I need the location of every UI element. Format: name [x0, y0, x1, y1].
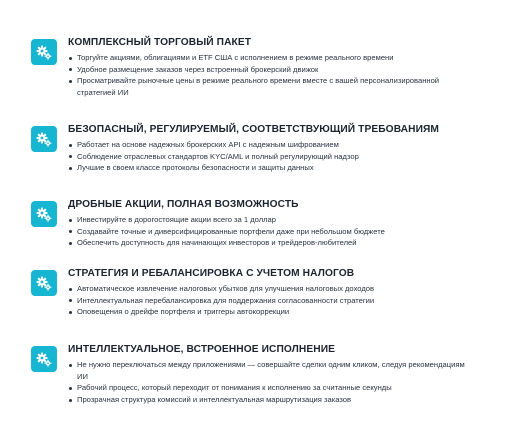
list-item: Обеспечить доступность для начинающих инвесторов и трейдеров-любителей [68, 237, 468, 249]
gears-icon [31, 270, 57, 296]
feature-title: ДРОБНЫЕ АКЦИИ, ПОЛНАЯ ВОЗМОЖНОСТЬ [68, 199, 299, 210]
feature-title: БЕЗОПАСНЫЙ, РЕГУЛИРУЕМЫЙ, СООТВЕТСТВУЮЩИЙ ТРЕБОВАНИЯМ [68, 124, 440, 135]
list-item: Работает на основе надежных брокерских API с надежным шифрованием [68, 139, 468, 151]
list-item: Лучшие в своем классе протоколы безопасности и защиты данных [68, 162, 468, 174]
list-item: Соблюдение отраслевых стандартов KYC/AML и полный регулирующий надзор [68, 151, 468, 163]
feature-bullet-list [68, 139, 468, 174]
feature-title: СТРАТЕГИЯ И РЕБАЛАНСИРОВКА С УЧЕТОМ НАЛОГОВ [68, 268, 355, 279]
gears-icon [31, 346, 57, 372]
list-item: Автоматическое извлечение налоговых убытков для улучшения налоговых доходов [68, 283, 468, 295]
feature-title: ИНТЕЛЛЕКТУАЛЬНОЕ, ВСТРОЕННОЕ ИСПОЛНЕНИЕ [68, 344, 336, 355]
list-item: Интеллектуальная перебалансировка для поддержания согласованности стратегии [68, 295, 468, 307]
list-item: Удобное размещение заказов через встроенный брокерский движок [68, 64, 468, 76]
list-item: Прозрачная структура комиссий и интеллектуальная маршрутизация заказов [68, 394, 468, 406]
list-item: Рабочий процесс, который переходит от понимания к исполнению за считанные секунды [68, 382, 468, 394]
gears-icon [31, 126, 57, 152]
feature-bullet-list [68, 214, 468, 249]
feature-title: КОМПЛЕКСНЫЙ ТОРГОВЫЙ ПАКЕТ [68, 37, 252, 48]
list-item: Просматривайте рыночные цены в режиме реального времени вместе с вашей персонализированной стратегией ИИ [68, 75, 468, 98]
list-item: Торгуйте акциями, облигациями и ETF США с исполнением в режиме реального времени [68, 52, 468, 64]
feature-bullet-list [68, 52, 468, 99]
list-item: Оповещения о дрейфе портфеля и триггеры автокоррекции [68, 306, 468, 318]
gears-icon [31, 201, 57, 227]
list-item: Не нужно переключаться между приложениями — совершайте сделки одним кликом, следуя рекомендациям ИИ [68, 359, 468, 382]
list-item: Создавайте точные и диверсифицированные портфели даже при небольшом бюджете [68, 226, 468, 238]
feature-bullet-list [68, 283, 468, 318]
list-item: Инвестируйте в дорогостоящие акции всего за 1 доллар [68, 214, 468, 226]
gears-icon [31, 39, 57, 65]
feature-bullet-list [68, 359, 468, 406]
